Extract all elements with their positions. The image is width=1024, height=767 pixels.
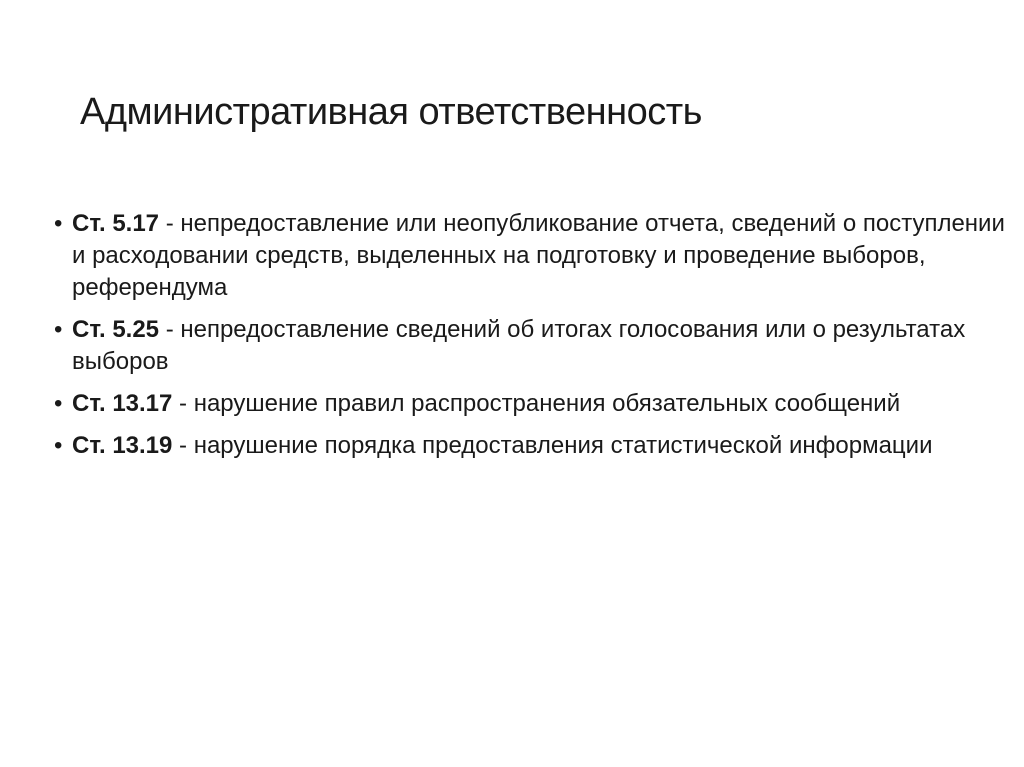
article-reference: Ст. 5.17 [72, 210, 160, 237]
item-description: - непредоставление или неопубликование отчета, сведений о поступлении и расходовании средств, выделенных на подготовку и проведение выборов, референдума [72, 210, 1005, 301]
bullet-icon: • [54, 432, 63, 459]
item-description: - непредоставление сведений об итогах голосования или о результатах выборов [72, 316, 966, 375]
bullet-list [48, 208, 1008, 472]
list-item [48, 430, 1008, 462]
article-reference: Ст. 5.25 [72, 316, 160, 343]
slide-title: Административная ответственность [80, 91, 702, 133]
article-reference: Ст. 13.19 [72, 432, 173, 459]
list-item [48, 208, 1008, 304]
item-description: - нарушение правил распространения обязательных сообщений [172, 390, 901, 417]
item-description: - нарушение порядка предоставления статистической информации [172, 432, 933, 459]
list-item [48, 314, 1008, 378]
list-item [48, 388, 1008, 420]
bullet-icon: • [54, 210, 63, 237]
bullet-icon: • [54, 316, 63, 343]
article-reference: Ст. 13.17 [72, 390, 173, 417]
bullet-icon: • [54, 390, 63, 417]
